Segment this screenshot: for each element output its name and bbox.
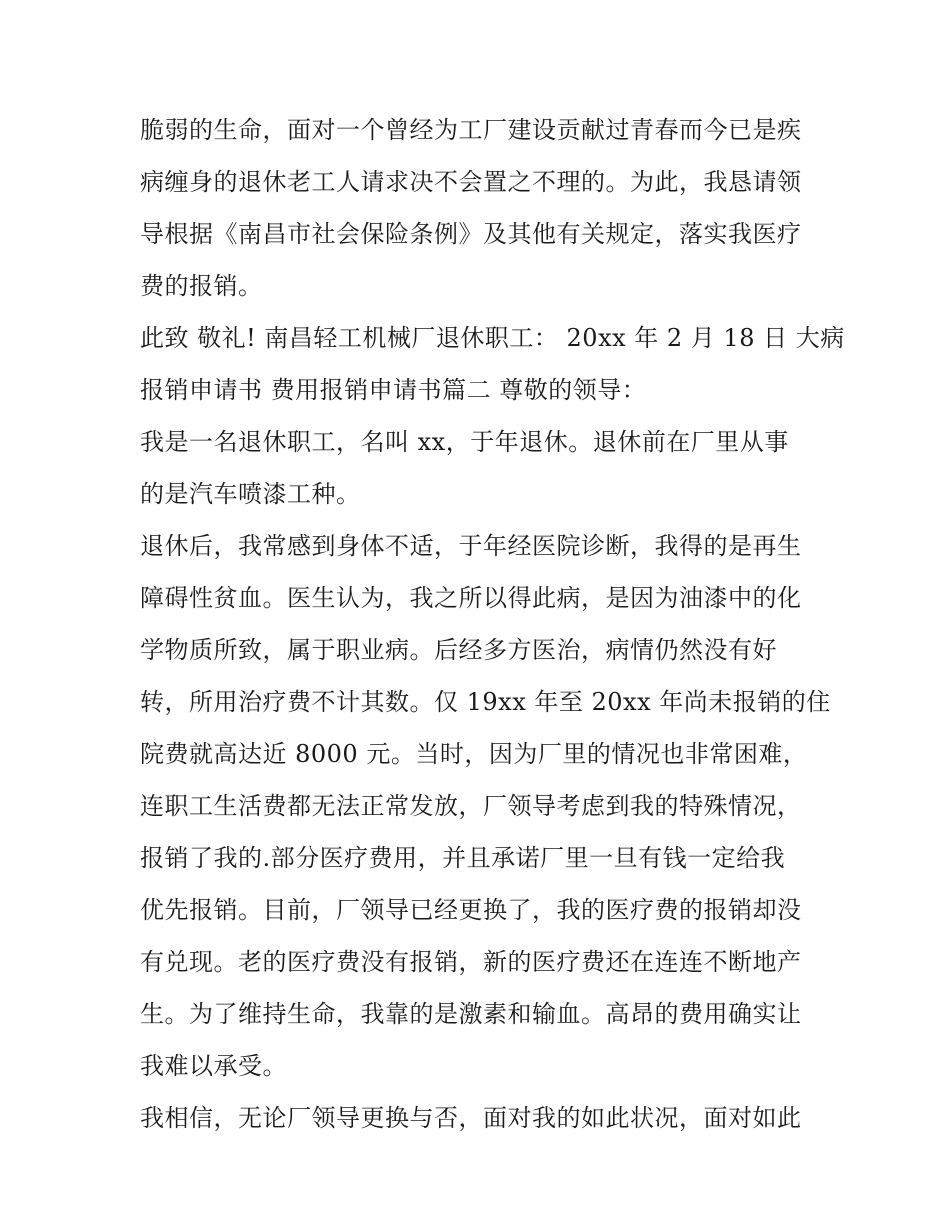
text-line: 院费就高达近 8000 元。当时，因为厂里的情况也非常困难， [140,740,808,768]
text-line: 学物质所致，属于职业病。后经多方医治，病情仍然没有好 [140,636,777,664]
text-line: 我是一名退休职工，名叫 xx，于年退休。退休前在厂里从事 [140,428,789,456]
text-line: 连职工生活费都无法正常发放，厂领导考虑到我的特殊情况， [140,792,802,820]
text-line: 转，所用治疗费不计其数。仅 19xx 年至 20xx 年尚未报销的住 [140,688,831,716]
text-line: 报销申请书 费用报销申请书篇二 尊敬的领导： [140,376,647,404]
text-line: 费的报销。 [140,272,263,300]
text-line: 导根据《南昌市社会保险条例》及其他有关规定，落实我医疗 [140,220,802,248]
text-line: 的是汽车喷漆工种。 [140,480,361,508]
document-body [140,104,845,1144]
text-line: 生。为了维持生命，我靠的是激素和输血。高昂的费用确实让 [140,1000,802,1028]
text-line: 此致 敬礼! 南昌轻工机械厂退休职工： 20xx 年 2 月 18 日 大病 [140,324,845,352]
text-line: 我相信，无论厂领导更换与否，面对我的如此状况，面对如此 [140,1104,802,1132]
text-line: 脆弱的生命，面对一个曾经为工厂建设贡献过青春而今已是疾 [140,116,802,144]
text-line: 障碍性贫血。医生认为，我之所以得此病，是因为油漆中的化 [140,584,802,612]
text-line: 优先报销。目前，厂领导已经更换了，我的医疗费的报销却没 [140,896,802,924]
text-line: 退休后，我常感到身体不适，于年经医院诊断，我得的是再生 [140,532,802,560]
text-line: 有兑现。老的医疗费没有报销，新的医疗费还在连连不断地产 [140,948,802,976]
text-line: 病缠身的退休老工人请求决不会置之不理的。为此，我恳请领 [140,168,802,196]
text-line: 报销了我的.部分医疗费用，并且承诺厂里一旦有钱一定给我 [140,844,786,872]
text-line: 我难以承受。 [140,1052,287,1080]
